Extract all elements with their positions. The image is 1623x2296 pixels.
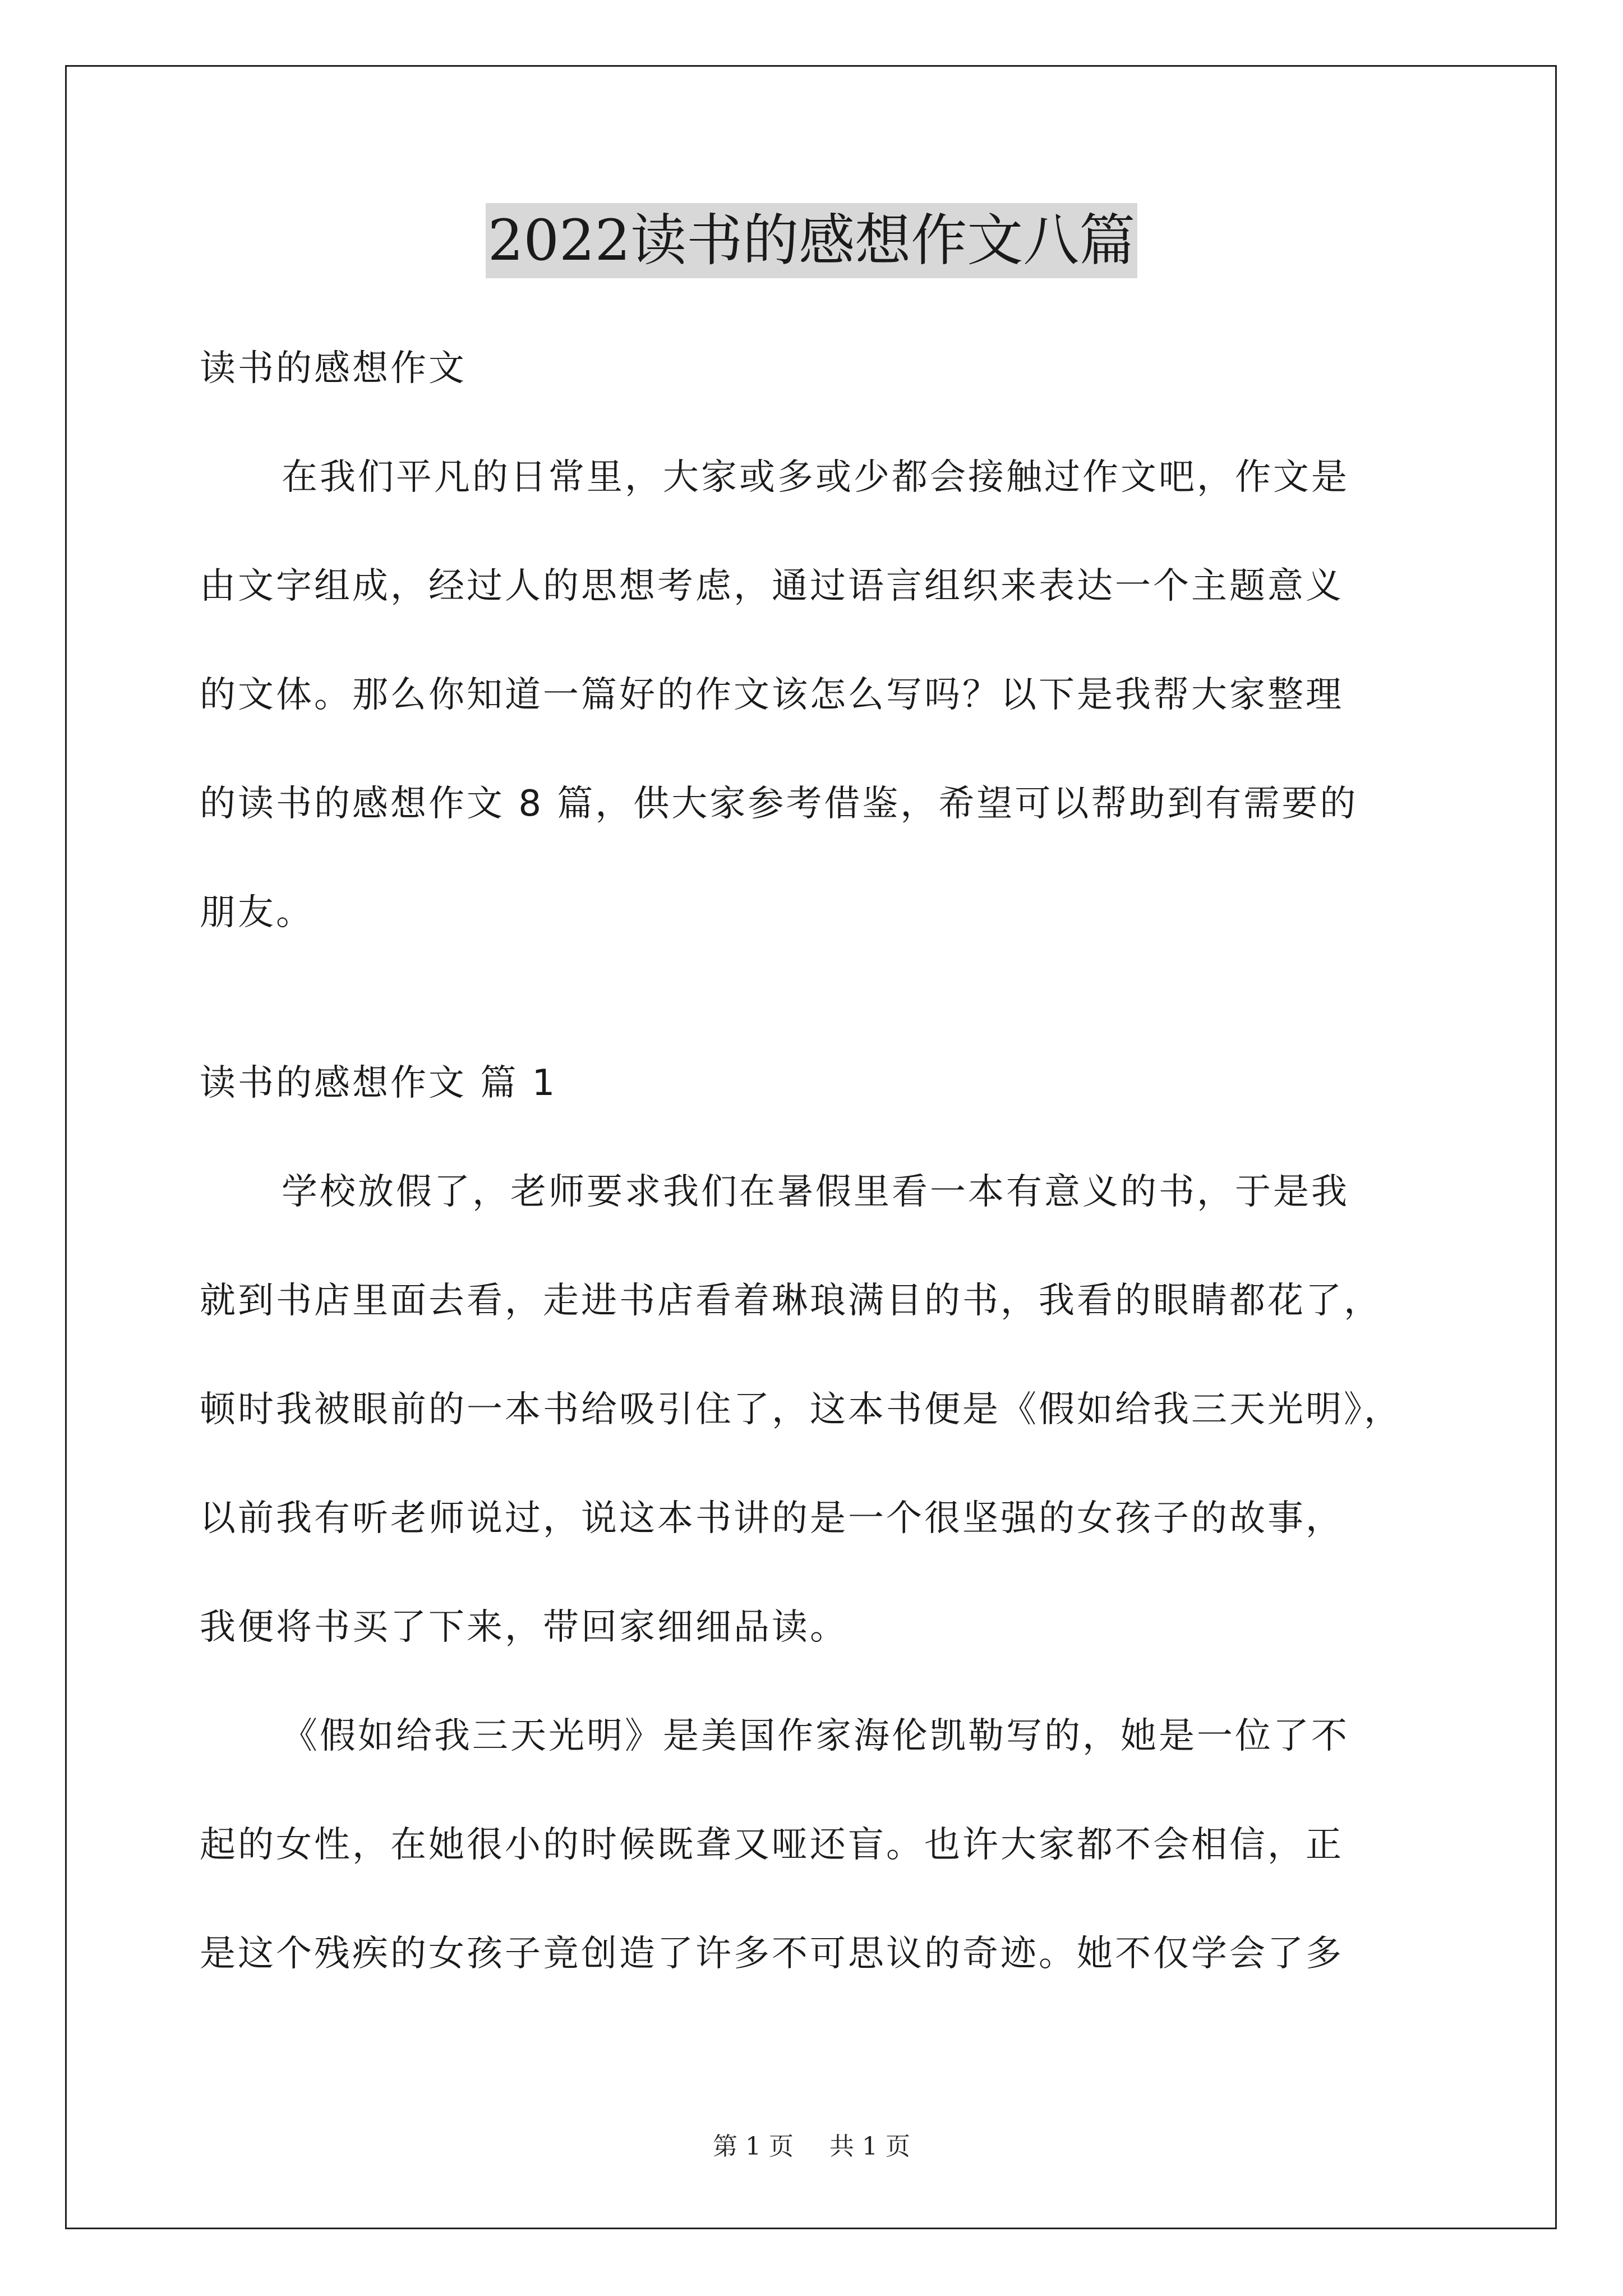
paragraph-line: 学校放假了，老师要求我们在暑假里看一本有意义的书，于是我 — [282, 1171, 1349, 1213]
paragraph-line: 我便将书买了下来，带回家细细品读。 — [200, 1607, 848, 1648]
page-footer — [0, 2126, 1623, 2162]
document-body — [200, 314, 1456, 2008]
paragraph-line: 由文字组成，经过人的思想考虑，通过语言组织来表达一个主题意义 — [200, 565, 1344, 607]
document-title: 2022读书的感想作文八篇 — [486, 203, 1138, 278]
title-container — [0, 203, 1623, 278]
page-number-total: 共 1 页 — [829, 2132, 910, 2161]
page-number-current: 第 1 页 — [713, 2132, 794, 2161]
paragraph-line: 在我们平凡的日常里，大家或多或少都会接触过作文吧，作文是 — [282, 457, 1349, 498]
paragraph-line: 是这个残疾的女孩子竟创造了许多不可思议的奇迹。她不仅学会了多 — [200, 1933, 1344, 1975]
paragraph-line: 以前我有听老师说过，说这本书讲的是一个很坚强的女孩子的故事， — [200, 1498, 1344, 1539]
paragraph-line: 《假如给我三天光明》是美国作家海伦凯勒写的，她是一位了不 — [282, 1715, 1349, 1757]
paragraph-line: 的读书的感想作文 8 篇，供大家参考借鉴，希望可以帮助到有需要的 — [200, 783, 1358, 825]
paragraph-line: 朋友。 — [200, 892, 314, 933]
paragraph-line: 的文体。那么你知道一篇好的作文该怎么写吗？以下是我帮大家整理 — [200, 674, 1344, 716]
paragraph-line: 起的女性，在她很小的时候既聋又哑还盲。也许大家都不会相信，正 — [200, 1824, 1344, 1866]
paragraph-line: 顿时我被眼前的一本书给吸引住了，这本书便是《假如给我三天光明》， — [200, 1389, 1402, 1430]
section-heading-intro: 读书的感想作文 — [200, 348, 467, 389]
section-heading-1: 读书的感想作文 篇 1 — [200, 1062, 557, 1104]
paragraph-line: 就到书店里面去看，走进书店看着琳琅满目的书，我看的眼睛都花了， — [200, 1280, 1382, 1322]
section-gap — [200, 967, 1456, 1029]
